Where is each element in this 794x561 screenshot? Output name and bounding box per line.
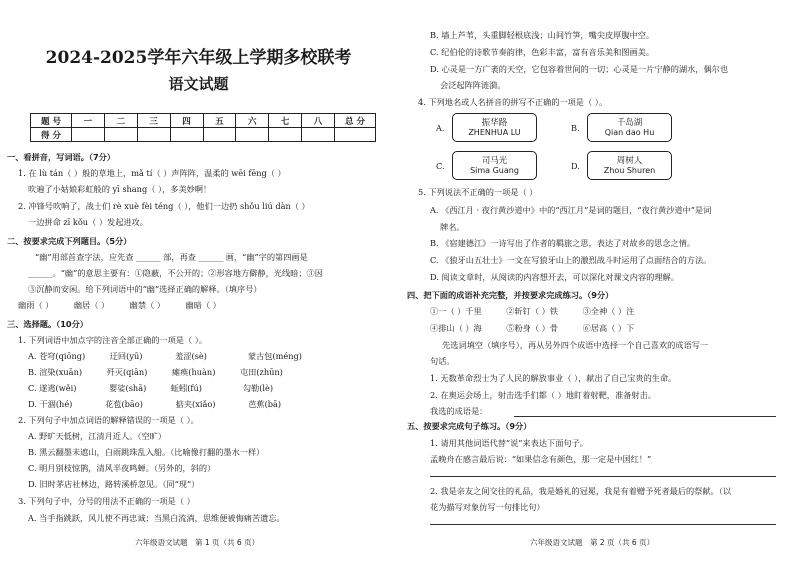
- question-line: ______。“幽”的意思主要有：①隐蔽，不公开的；②形容地方僻静，光线暗；③因: [28, 268, 323, 278]
- page-2: [400, 0, 794, 561]
- option-line: 牌名。: [440, 222, 465, 232]
- question-line: 1. 请用其他词语代替“说”来表达下面句子。: [430, 438, 588, 448]
- question-line: 2. 我是亲友之间交往的礼品，我是婚礼的冠冕，我是有着赠予死者最后的祭献。（以: [430, 486, 732, 496]
- option-line: 会泛起阵阵涟漪。: [440, 80, 506, 90]
- exam-title: 2024-2025学年六年级上学期多校联考: [45, 48, 352, 68]
- question-line: 花为描写对象仿写一句排比句）: [430, 502, 545, 512]
- score-header-cell: 三: [137, 114, 170, 128]
- option-line: D. 心灵是一方广袤的天空，它包容着世间的一切；心灵是一片宁静的湖水，偶尔也: [430, 64, 729, 74]
- option-line: D. 阅读文章时，从阅读的内容想开去，可以深化对课文内容的理解。: [430, 272, 679, 282]
- section-heading: 一、看拼音，写词语。（7分）: [7, 152, 116, 162]
- person-name: 司马光: [481, 156, 508, 166]
- option-line: A. 当手指跳跃，风儿使不再忠诚；当黑白流淌，思维便被悔痛苦遗忘。: [28, 513, 285, 523]
- score-cell[interactable]: [302, 128, 335, 142]
- option-line: B. 《宿建德江》一诗写出了作者的羁旅之思，表达了对故乡的思念之情。: [430, 238, 696, 248]
- place-name: 振华路: [481, 118, 508, 128]
- question-line: 3. 下列句子中，分号的用法不正确的一项是（ ）: [18, 496, 195, 506]
- question-line: ③沉静而安闲。给下列词语中的“幽”选择正确的解释。（填序号）: [28, 284, 262, 294]
- score-table: [30, 113, 376, 142]
- option-line: C. 纪伯伦的诗歌节奏韵律，色彩丰富，富有音乐美和图画美。: [430, 47, 655, 57]
- score-cell[interactable]: [269, 128, 302, 142]
- option-letter: A.: [436, 123, 445, 133]
- pinyin-option-box: [587, 151, 672, 180]
- answer-line[interactable]: [430, 476, 776, 477]
- question-line: 1. 在 lù tán（ ）般的草地上，mǎ tí（ ）声阵阵，温柔的 wēi fēng（ ）: [18, 168, 286, 178]
- question-line: 1. 无数革命烈士为了人民的解放事业（ ），献出了自己宝贵的生命。: [430, 373, 677, 383]
- question-line: 孟晚舟在感言最后说：“如果信念有颜色，那一定是中国红！”: [430, 454, 652, 464]
- score-cell[interactable]: [170, 128, 203, 142]
- option-line: A. 《西江月 · 夜行黄沙道中》中的“西江月”是词的题目，“夜行黄沙道中”是词: [430, 205, 712, 215]
- option-line: B. 黑云翻墨未遮山，白雨跳珠乱入船。（比喻像打翻的墨水一样）: [28, 447, 265, 457]
- option-line: B. 渲染(xuān) 歼灭(qiān) 瘫痪(huàn) 屯田(zhūn): [28, 367, 283, 377]
- question-line: 先选词填空（填序号），再从另外四个成语中选择一个自己喜欢的成语写一: [442, 340, 709, 350]
- score-value-row: [31, 128, 376, 142]
- score-header-cell: 五: [203, 114, 236, 128]
- option-line: D. 旧时茅店社林边，路转溪桥忽见。（同“现”）: [28, 479, 200, 489]
- question-line: 4. 下列地名或人名拼音的拼写不正确的一项是（ ）。: [418, 97, 608, 107]
- place-name: 千岛湖: [616, 118, 643, 128]
- person-name: 周树人: [616, 156, 643, 166]
- option-letter: B.: [571, 123, 580, 133]
- score-cell[interactable]: [236, 128, 269, 142]
- score-cell[interactable]: [335, 128, 376, 142]
- question-line: 2. 在奥运会场上，射击选手们都（ ）地盯着射靶，准备射击。: [430, 390, 656, 400]
- question-line: 句话。: [430, 356, 455, 366]
- score-header-cell: 七: [269, 114, 302, 128]
- score-header-row: [31, 114, 376, 128]
- idiom-row: ④排山（ ）海 ⑤粉身（ ）骨 ⑥居高（ ）下: [430, 323, 635, 333]
- answer-line[interactable]: [430, 524, 776, 525]
- option-line: C. 明月别枝惊鹊，清风半夜鸣蝉。（另外的，斜的）: [28, 463, 216, 473]
- answer-line[interactable]: [514, 416, 776, 417]
- option-letter: D.: [571, 161, 580, 171]
- score-cell[interactable]: [104, 128, 137, 142]
- option-line: B. 墙上芦苇，头重脚轻根底浅；山间竹笋，嘴尖皮厚腹中空。: [430, 30, 655, 40]
- pinyin-spelling: Qian dao Hu: [604, 128, 655, 137]
- section-heading: 四、把下面的成语补充完整，并按要求完成练习。（9分）: [407, 290, 614, 300]
- score-header-cell: 题 号: [31, 114, 72, 128]
- pinyin-spelling: Zhou Shuren: [603, 166, 656, 175]
- score-header-cell: 八: [302, 114, 335, 128]
- question-line: 1. 下列词语中加点字的注音全部正确的一项是（ ）。: [18, 335, 208, 345]
- score-cell[interactable]: [72, 128, 105, 142]
- question-line: 我选的成语是：: [430, 406, 488, 416]
- pinyin-option-box: [452, 151, 537, 180]
- score-header-cell: 二: [104, 114, 137, 128]
- pinyin-option-box: [587, 113, 672, 142]
- question-line: 5. 下列说法不正确的一项是（ ）: [418, 187, 538, 197]
- option-line: A. 野旷天低树，江清月近人。（空旷）: [28, 431, 167, 441]
- question-line: 2. 冲锋号吹响了，战士们 rè xuè fèi téng（ ），他们一边扔 shǒu liú dàn（ ）: [18, 201, 310, 211]
- pinyin-option-box: [452, 113, 537, 142]
- question-line: 一边拼命 zī kǒu（ ）发起进攻。: [28, 217, 148, 227]
- score-header-cell: 一: [72, 114, 105, 128]
- pinyin-spelling: Sima Guang: [470, 166, 519, 175]
- option-letter: C.: [436, 161, 445, 171]
- score-cell[interactable]: [137, 128, 170, 142]
- score-header-cell: 总 分: [335, 114, 376, 128]
- question-line: 吹遍了小姑娘彩虹般的 yī shang（ ），多美妙啊！: [28, 184, 212, 194]
- page-footer: 六年级语文试题 第 2 页（共 6 页）: [530, 538, 655, 547]
- idiom-row: ①一（ ）千里 ②斩钉（ ）铁 ③全神（ ）注: [430, 306, 635, 316]
- option-line: C. 遂逃(wěi) 婴娑(shā) 蚯蚓(fú) 勾勒(lè): [28, 383, 274, 393]
- option-line: A. 苍穹(qiōng) 迂回(yū) 羞涩(sè) 蒙古包(méng): [28, 351, 302, 361]
- option-line: C. 《狼牙山五壮士》一文在写狼牙山上的激烈战斗时运用了点面结合的方法。: [430, 255, 712, 265]
- score-header-cell: 四: [170, 114, 203, 128]
- question-line: 幽雨（ ） 幽居（ ） 幽禁（ ） 幽暗（ ）: [18, 300, 221, 310]
- pinyin-spelling: ZHENHUA LU: [468, 128, 521, 137]
- exam-subtitle: 语文试题: [168, 75, 229, 93]
- section-heading: 五、按要求完成句子练习。（9分）: [407, 421, 532, 431]
- question-line: “幽”用部首查字法，应先查 ______ 部，再查 ______ 画，“幽”字的第四画是: [35, 252, 308, 262]
- option-line: D. 干涸(hé) 花苞(bāo) 掂夹(xiǎo) 芭蕉(bā): [28, 399, 282, 409]
- section-heading: 二、按要求完成下列题目。（5分）: [7, 236, 132, 246]
- page-footer: 六年级语文试题 第 1 页（共 6 页）: [135, 538, 260, 547]
- score-header-cell: 六: [236, 114, 269, 128]
- score-cell[interactable]: [203, 128, 236, 142]
- section-heading: 三、选择题。（10分）: [7, 319, 88, 329]
- score-row-label: 得 分: [31, 128, 72, 142]
- question-line: 2. 下列句子中加点词语的解释错误的一项是（ ）。: [18, 415, 199, 425]
